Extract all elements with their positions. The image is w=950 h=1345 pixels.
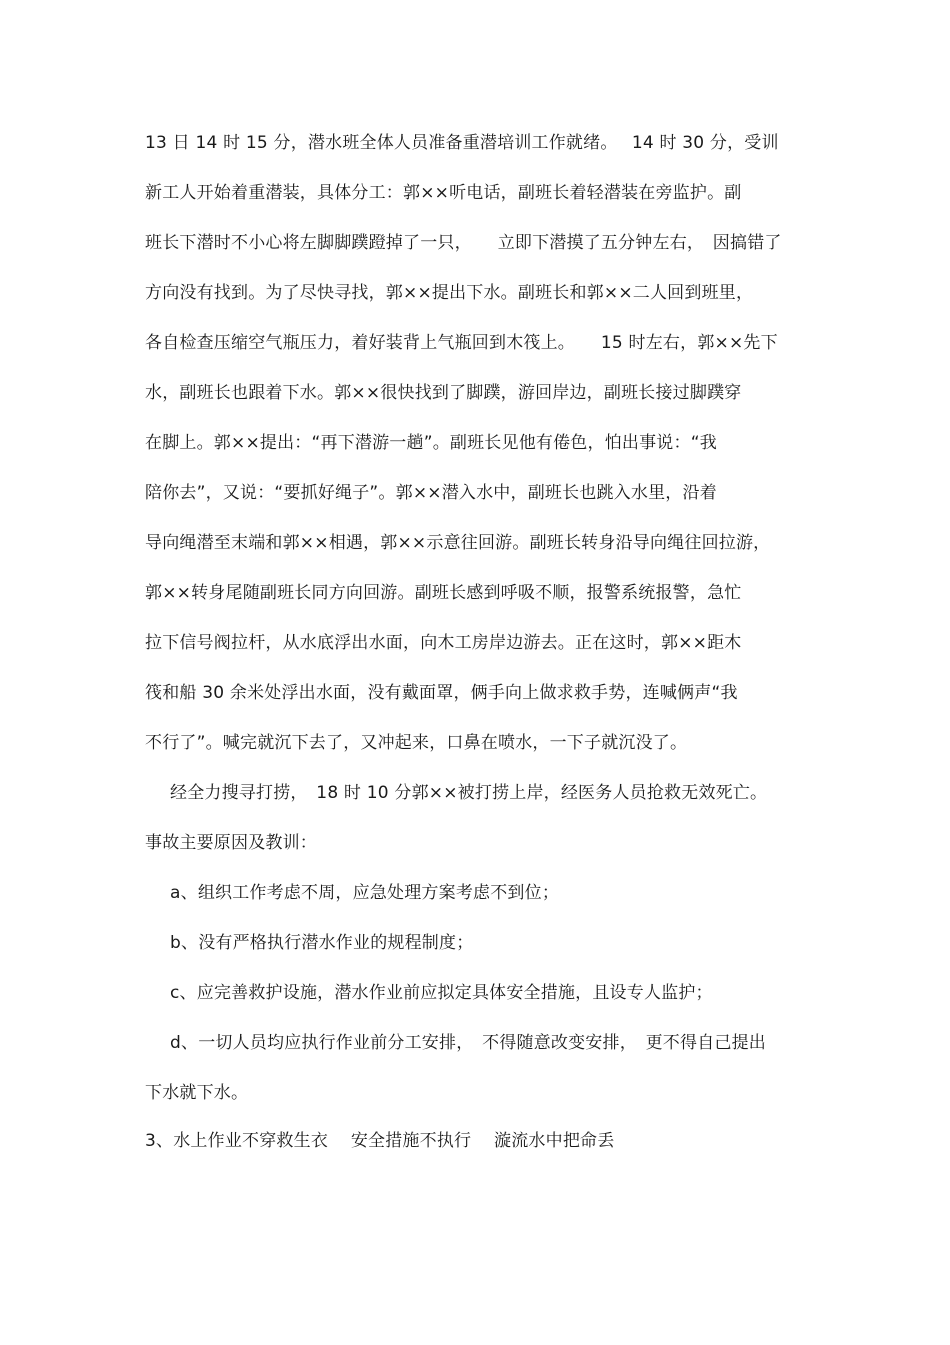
paragraph-1-line-7: 在脚上。郭××提出：“再下潜游一趟”。副班长见他有倦色，怕出事说：“我 [145, 433, 717, 453]
paragraph-1-line-11: 拉下信号阀拉杆，从水底浮出水面，向木工房岸边游去。正在这时，郭××距木 [145, 633, 742, 653]
paragraph-1-line-3: 班长下潜时不小心将左脚脚蹼蹬掉了一只， 立即下潜摸了五分钟左右， 因搞错了 [145, 233, 782, 253]
paragraph-1-line-4: 方向没有找到。为了尽快寻找，郭××提出下水。副班长和郭××二人回到班里， [145, 283, 754, 303]
lesson-d-continued: 下水就下水。 [145, 1083, 249, 1103]
paragraph-1-line-9: 导向绳潜至末端和郭××相遇，郭××示意往回游。副班长转身沿导向绳往回拉游， [145, 533, 771, 553]
paragraph-1-line-2: 新工人开始着重潜装，具体分工：郭××听电话，副班长着轻潜装在旁监护。副 [145, 183, 742, 203]
paragraph-1-line-6: 水，副班长也跟着下水。郭××很快找到了脚蹼，游回岸边，副班长接过脚蹼穿 [145, 383, 742, 403]
paragraph-1-line-12: 筏和船 30 余米处浮出水面，没有戴面罩，俩手向上做求救手势，连喊俩声“我 [145, 683, 738, 703]
paragraph-1-line-1: 13 日 14 时 15 分，潜水班全体人员准备重潜培训工作就绪。 14 时 30 分，受训 [145, 133, 779, 153]
lesson-b: b、没有严格执行潜水作业的规程制度； [170, 933, 474, 953]
paragraph-1-line-5: 各自检查压缩空气瓶压力，着好装背上气瓶回到木筏上。 15 时左右，郭××先下 [145, 333, 778, 353]
lesson-d: d、一切人员均应执行作业前分工安排， 不得随意改变安排， 更不得自己提出 [170, 1033, 766, 1053]
paragraph-1-line-10: 郭××转身尾随副班长同方向回游。副班长感到呼吸不顺，报警系统报警，急忙 [145, 583, 742, 603]
lesson-c: c、应完善救护设施，潜水作业前应拟定具体安全措施，且设专人监护； [170, 983, 713, 1003]
lesson-a: a、组织工作考虑不周，应急处理方案考虑不到位； [170, 883, 560, 903]
section-3-heading: 3、水上作业不穿救生衣 安全措施不执行 漩流水中把命丢 [145, 1131, 615, 1151]
paragraph-2: 经全力搜寻打捞， 18 时 10 分郭××被打捞上岸，经医务人员抢救无效死亡。 [170, 783, 768, 803]
paragraph-1-line-13: 不行了”。喊完就沉下去了，又冲起来，口鼻在喷水，一下子就沉没了。 [145, 733, 688, 753]
cause-heading: 事故主要原因及教训： [145, 833, 317, 853]
paragraph-1-line-8: 陪你去”，又说：“要抓好绳子”。郭××潜入水中，副班长也跳入水里，沿着 [145, 483, 717, 503]
